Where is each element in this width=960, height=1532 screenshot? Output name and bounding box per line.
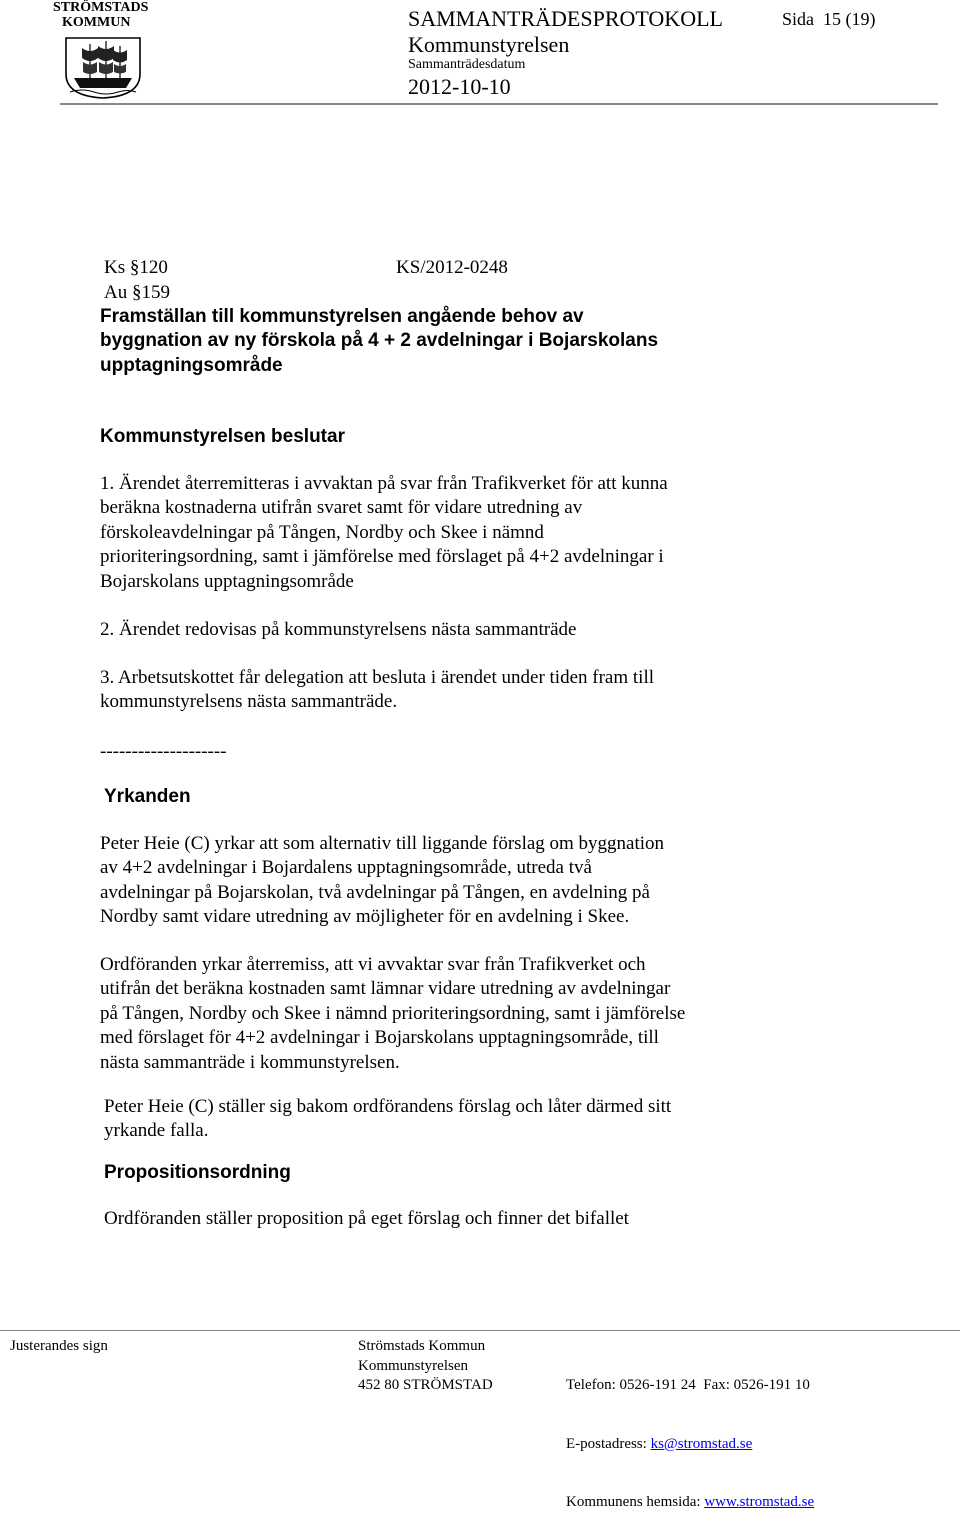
proposition-text: Ordföranden ställer proposition på eget förslag och finner det bifallet: [104, 1208, 629, 1229]
footer-address: [358, 1337, 493, 1396]
decision-item-3: [100, 666, 860, 715]
decision-item-1-line: prioriteringsordning, samt i jämförelse med förslaget på 4+2 avdelningar i: [100, 546, 664, 568]
protocol-title: SAMMANTRÄDESPROTOKOLL: [408, 6, 723, 31]
case-title-line: byggnation av ny förskola på 4 + 2 avdelningar i Bojarskolans: [100, 330, 659, 352]
diary-number: KS/2012-0248: [396, 257, 508, 278]
footer-divider: [0, 1330, 960, 1331]
proposition-heading: Propositionsordning: [104, 1162, 291, 1183]
decision-item-1-line: Bojarskolans upptagningsområde: [100, 570, 354, 592]
header-divider: [60, 103, 938, 105]
committee-name: Kommunstyrelsen: [408, 32, 570, 57]
yrkande-heie-line: Nordby samt vidare utredning av möjligheter för en avdelning i Skee.: [100, 906, 630, 928]
footer-postal: 452 80 STRÖMSTAD: [358, 1377, 493, 1393]
yrkande-heie: [100, 832, 860, 930]
case-title-line: Framställan till kommunstyrelsen angående behov av: [100, 306, 584, 327]
decision-item-1-line: 1. Ärendet återremitteras i avvaktan på svar från Trafikverket för att kunna: [100, 473, 668, 494]
decision-item-3-line: kommunstyrelsens nästa sammanträde.: [100, 691, 398, 713]
decision-item-1-line: beräkna kostnaderna utifrån svaret samt för vidare utredning av: [100, 497, 583, 519]
footer-email-row: [566, 1435, 814, 1455]
website-link[interactable]: www.stromstad.se: [704, 1494, 815, 1510]
yrkande-heie-line: av 4+2 avdelningar i Bojardalens upptagningsområde, utreda två: [100, 857, 592, 879]
logo-text-bottom: KOMMUN: [62, 15, 131, 30]
ks-reference: Ks §120: [104, 257, 168, 278]
footer-web-row: [566, 1493, 814, 1513]
meeting-date-label: Sammanträdesdatum: [408, 57, 526, 72]
footer-web-label: Kommunens hemsida:: [566, 1494, 705, 1510]
yrkande-ordforanden: [100, 953, 860, 1075]
yrkande-ordforanden-line: nästa sammanträde i kommunstyrelsen.: [100, 1051, 400, 1073]
au-reference: Au §159: [104, 282, 170, 303]
yrkande-heie-line: avdelningar på Bojarskolan, två avdelningar på Tången, en avdelning på: [100, 881, 650, 903]
logo-text-top: STRÖMSTADS: [53, 0, 149, 15]
decision-item-2: 2. Ärendet redovisas på kommunstyrelsens nästa sammanträde: [100, 619, 577, 640]
decision-item-3-line: 3. Arbetsutskottet får delegation att besluta i ärendet under tiden fram till: [100, 667, 654, 688]
decision-item-1-line: förskoleavdelningar på Tången, Nordby och Skee i nämnd: [100, 521, 544, 543]
decision-heading: Kommunstyrelsen beslutar: [100, 426, 345, 447]
footer-dept: Kommunstyrelsen: [358, 1357, 468, 1374]
section-separator: --------------------: [100, 741, 227, 762]
email-link[interactable]: ks@stromstad.se: [650, 1435, 753, 1452]
yrkande-ordforanden-line: med förslaget för 4+2 avdelningar i Bojarskolans upptagningsområde, till: [100, 1027, 659, 1049]
yrkande-ordforanden-line: Ordföranden yrkar återremiss, att vi avvaktar svar från Trafikverket och: [100, 954, 646, 975]
footer-email-label: E-postadress:: [566, 1435, 651, 1452]
meeting-date: 2012-10-10: [408, 74, 511, 99]
yrkande-ordforanden-line: utifrån det beräkna kostnaden samt lämnar vidare utredning av avdelningar: [100, 978, 671, 1000]
yrkande-withdrawal-line: yrkande falla.: [104, 1120, 209, 1142]
footer-org: Strömstads Kommun: [358, 1338, 486, 1354]
yrkande-ordforanden-line: på Tången, Nordby och Skee i nämnd prioriteringsordning, samt i jämförelse: [100, 1002, 686, 1024]
case-title-line: upptagningsområde: [100, 354, 283, 376]
decision-item-1: [100, 472, 860, 594]
yrkande-heie-line: Peter Heie (C) yrkar att som alternativ till liggande förslag om byggnation: [100, 833, 665, 854]
case-title: [100, 305, 820, 378]
footer-contact: [566, 1337, 814, 1532]
yrkanden-heading: Yrkanden: [104, 786, 191, 807]
yrkande-withdrawal-line: Peter Heie (C) ställer sig bakom ordförandens förslag och låter därmed sitt: [104, 1096, 672, 1117]
ship-emblem-icon: [62, 34, 144, 100]
justerandes-sign: Justerandes sign: [10, 1338, 108, 1354]
yrkande-withdrawal: [104, 1095, 864, 1144]
page-number: Sida 15 (19): [782, 9, 876, 29]
footer-phone: Telefon: 0526-191 24 Fax: 0526-191 10: [566, 1377, 810, 1393]
